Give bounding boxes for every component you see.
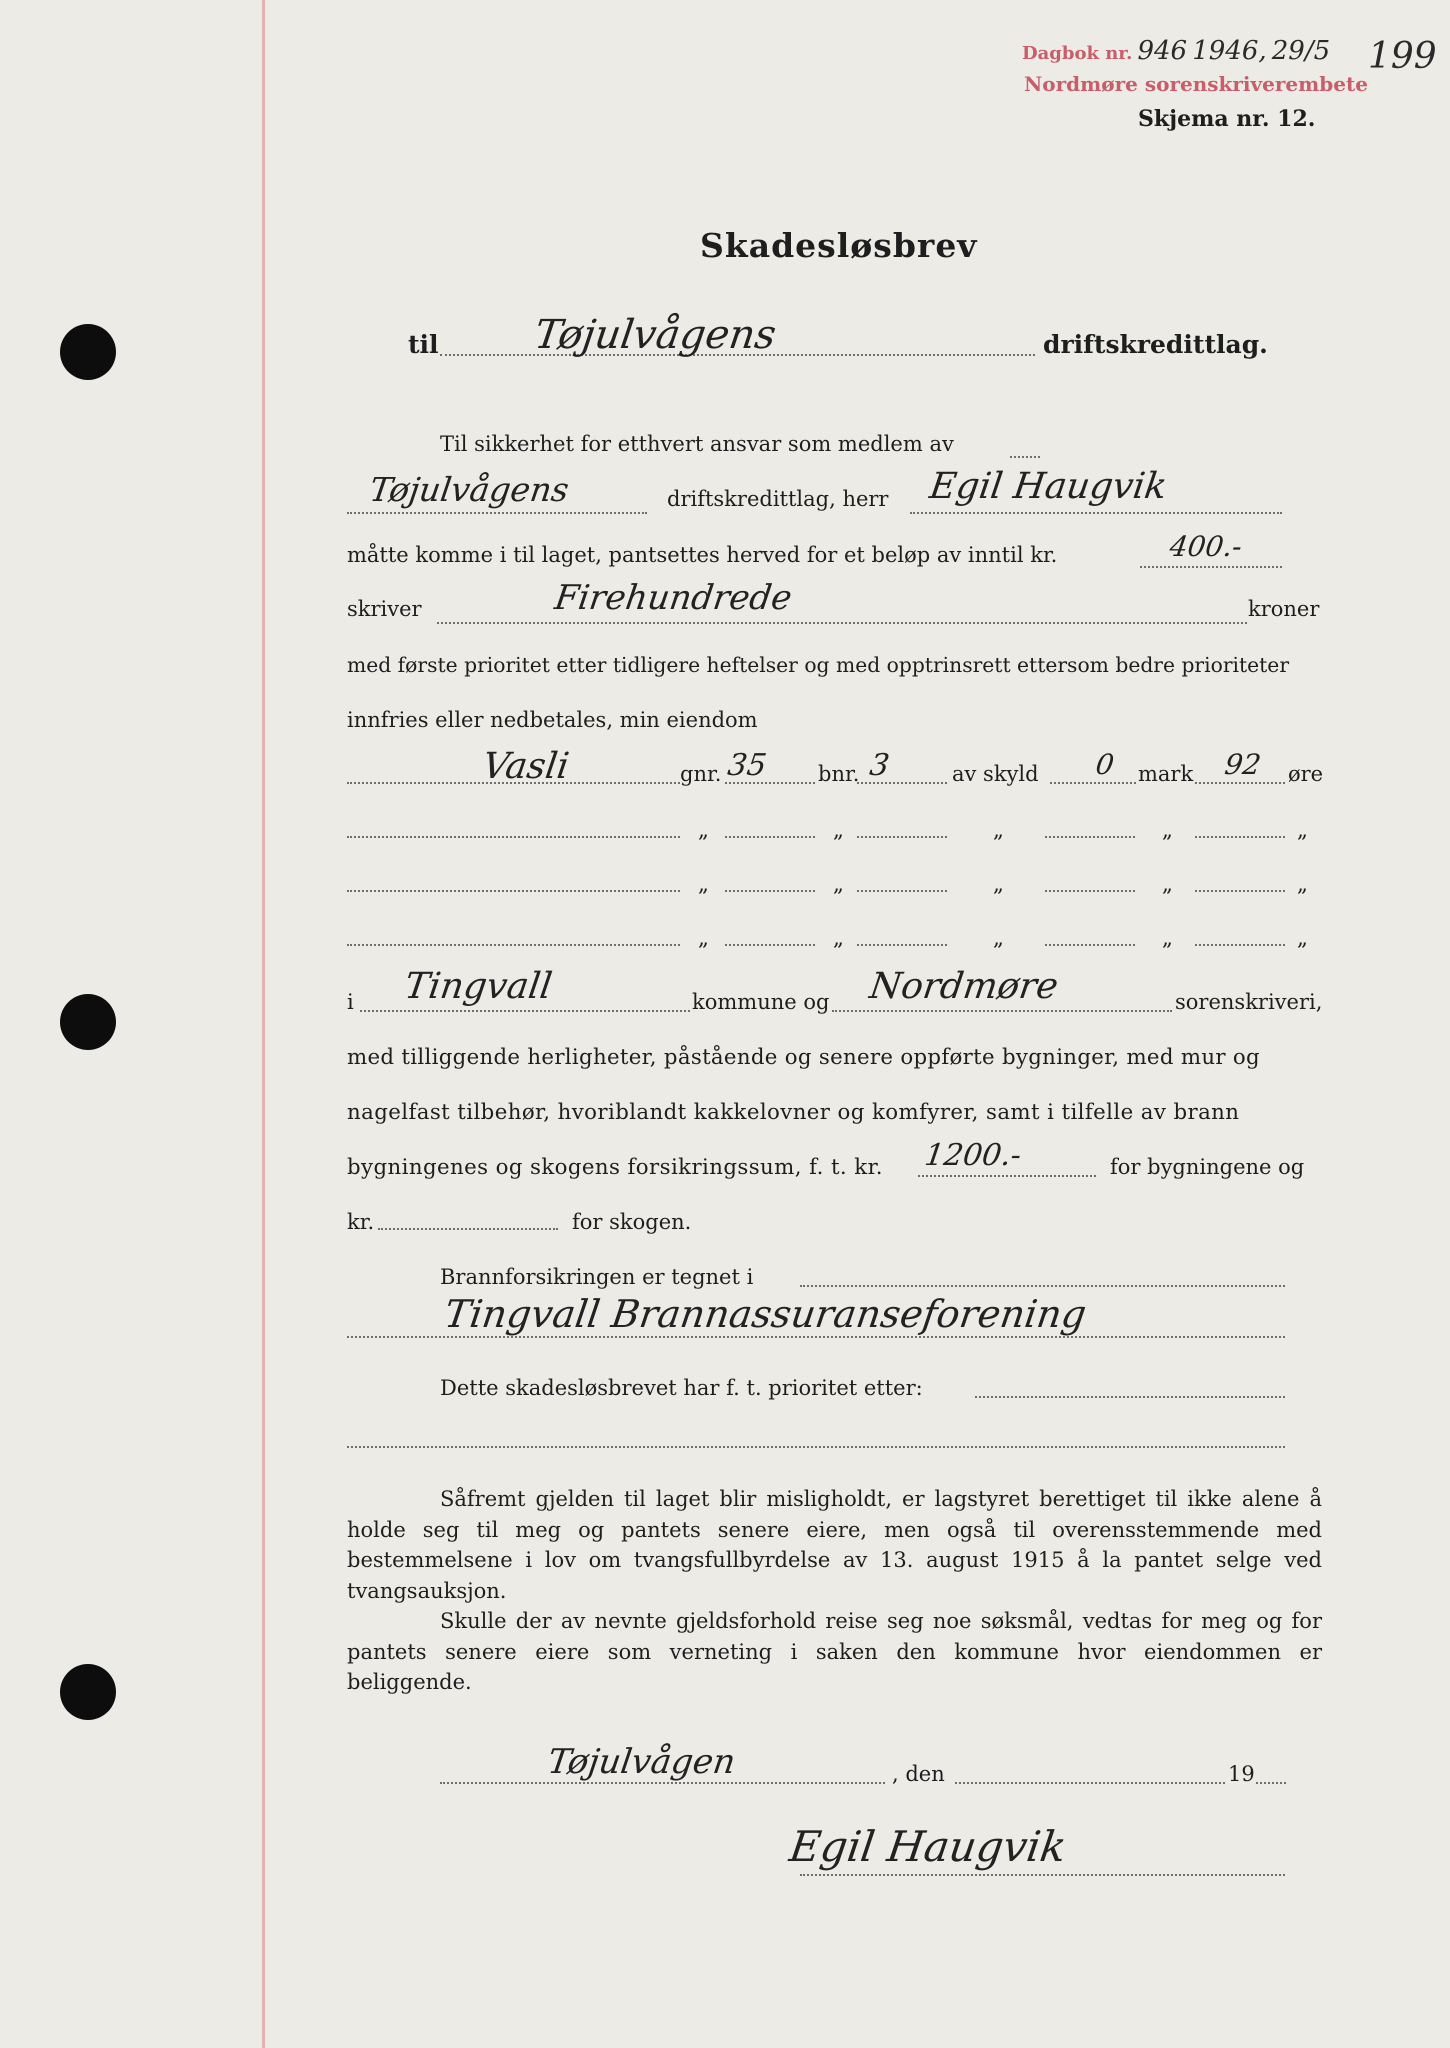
stamp-office: Nordmøre sorenskriverembete bbox=[1024, 72, 1368, 96]
ditto-line bbox=[347, 890, 680, 892]
driftskredittlag-herr: driftskredittlag, herr bbox=[667, 487, 889, 511]
stamp-date: 29/5 bbox=[1271, 36, 1331, 66]
paragraph-misligholdt: Såfremt gjelden til laget blir misligholdt, er lagstyret berettiget til ikke alene å holde seg til meg og pantets senere eiere, men også til overensstemmende med bestemmelsene i lov om tvangsfullbyrdelse av 13. august 1915 å la pantet selge ved tvangsauksjon. bbox=[347, 1487, 1322, 1603]
sorenskriveri-line bbox=[832, 1010, 1172, 1012]
i-label: i bbox=[347, 990, 354, 1014]
intro-text: Til sikkerhet for etthvert ansvar som medlem av bbox=[440, 432, 954, 456]
ditto-line bbox=[1195, 836, 1285, 838]
date-line bbox=[955, 1782, 1225, 1784]
place-handwritten: Tøjulvågen bbox=[545, 1742, 738, 1782]
brann-label: Brannforsikringen er tegnet i bbox=[440, 1265, 754, 1289]
skog-amount-line bbox=[378, 1228, 558, 1230]
year-line bbox=[1256, 1782, 1286, 1784]
registration-stamp bbox=[1022, 36, 1330, 66]
ditto-line bbox=[857, 890, 947, 892]
page-number: 199 bbox=[1368, 36, 1437, 77]
member-name-handwritten: Egil Haugvik bbox=[927, 466, 1170, 507]
ditto-mark: „ bbox=[833, 818, 844, 842]
gnr-label: gnr. bbox=[680, 762, 722, 786]
gnr-handwritten: 35 bbox=[725, 748, 769, 783]
kommune-handwritten: Tingvall bbox=[402, 966, 555, 1007]
kr-label: kr. bbox=[347, 1210, 375, 1234]
place-line bbox=[440, 1782, 885, 1784]
ditto-line bbox=[857, 836, 947, 838]
intro-line bbox=[1010, 456, 1040, 458]
ditto-line bbox=[1195, 890, 1285, 892]
lag-name-2-line bbox=[347, 512, 647, 514]
driftskredittlag-label: driftskredittlag. bbox=[1043, 330, 1268, 359]
skyld-label: av skyld bbox=[952, 762, 1039, 786]
year-prefix: 19 bbox=[1228, 1762, 1255, 1786]
member-name-line bbox=[910, 512, 1282, 514]
ditto-line bbox=[857, 944, 947, 946]
prioritet-line-1 bbox=[975, 1396, 1285, 1398]
innfries-line: innfries eller nedbetales, min eiendom bbox=[347, 708, 758, 732]
punch-hole-middle bbox=[60, 994, 116, 1050]
amount-line bbox=[1140, 566, 1282, 568]
ore-handwritten: 92 bbox=[1222, 748, 1263, 781]
insurance-amount-line bbox=[918, 1175, 1096, 1177]
ditto-mark: „ bbox=[1162, 872, 1173, 896]
mark-line bbox=[1050, 782, 1136, 784]
ditto-mark: „ bbox=[1162, 926, 1173, 950]
ditto-line bbox=[347, 836, 680, 838]
ore-line bbox=[1195, 782, 1285, 784]
stamp-dagbok-label: Dagbok nr. bbox=[1022, 43, 1133, 64]
kroner-label: kroner bbox=[1248, 597, 1320, 621]
kommune-line bbox=[360, 1010, 690, 1012]
form-number: Skjema nr. 12. bbox=[1138, 106, 1316, 132]
til-label: til bbox=[408, 330, 439, 359]
amount-words-handwritten: Firehundrede bbox=[552, 578, 795, 618]
forsikring-text: bygningenes og skogens forsikringssum, f. t. kr. bbox=[347, 1155, 883, 1180]
den-label: , den bbox=[892, 1762, 945, 1786]
punch-hole-top bbox=[60, 324, 116, 380]
amount-handwritten: 400.- bbox=[1167, 530, 1245, 563]
ditto-line bbox=[1045, 890, 1135, 892]
ditto-mark: „ bbox=[833, 926, 844, 950]
ditto-mark: „ bbox=[993, 872, 1004, 896]
signature-line bbox=[800, 1874, 1285, 1876]
ditto-line bbox=[725, 836, 815, 838]
sorenskriveri-handwritten: Nordmøre bbox=[867, 966, 1061, 1007]
priority-line: med første prioritet etter tidligere heftelser og med opptrinsrett ettersom bedre prioriteter bbox=[347, 653, 1290, 677]
ditto-mark: „ bbox=[993, 926, 1004, 950]
ore-label: øre bbox=[1288, 762, 1324, 786]
ditto-line bbox=[1045, 944, 1135, 946]
ditto-mark: „ bbox=[1297, 926, 1308, 950]
for-bygningene: for bygningene og bbox=[1110, 1155, 1305, 1179]
bnr-handwritten: 3 bbox=[867, 748, 892, 783]
ditto-line bbox=[1045, 836, 1135, 838]
lag-name-handwritten: Tøjulvågens bbox=[531, 312, 779, 358]
property-name-handwritten: Vasli bbox=[480, 746, 572, 787]
stamp-year: 1946, bbox=[1192, 36, 1267, 66]
matte-komme-text: måtte komme i til laget, pantsettes herved for et beløp av inntil kr. bbox=[347, 543, 1058, 567]
margin-line bbox=[262, 0, 265, 2048]
ditto-mark: „ bbox=[698, 818, 709, 842]
paragraph-soksmal: Skulle der av nevnte gjeldsforhold reise seg noe søksmål, vedtas for meg og for pantets senere eiere som verneting i saken den kommune hvor eiendommen er beliggende. bbox=[347, 1609, 1322, 1694]
insurance-amount-handwritten: 1200.- bbox=[922, 1138, 1024, 1173]
brann-line-1 bbox=[800, 1285, 1285, 1287]
skriver-label: skriver bbox=[347, 597, 422, 621]
ditto-line bbox=[725, 890, 815, 892]
prioritet-line-2 bbox=[347, 1446, 1285, 1448]
ditto-mark: „ bbox=[1297, 872, 1308, 896]
ditto-mark: „ bbox=[698, 872, 709, 896]
brann-company-handwritten: Tingvall Brannassuranseforening bbox=[441, 1292, 1090, 1336]
ditto-mark: „ bbox=[698, 926, 709, 950]
document-title: Skadesløsbrev bbox=[700, 226, 978, 265]
kommune-og-label: kommune og bbox=[692, 990, 830, 1014]
ditto-line bbox=[1195, 944, 1285, 946]
tilliggende-line: med tilliggende herligheter, påstående og senere oppførte bygninger, med mur og bbox=[347, 1045, 1260, 1070]
for-skogen: for skogen. bbox=[572, 1210, 692, 1234]
ditto-mark: „ bbox=[833, 872, 844, 896]
sorenskriveri-label: sorenskriveri, bbox=[1175, 990, 1323, 1014]
stamp-dagbok-number: 946 bbox=[1137, 36, 1188, 66]
signature-handwritten: Egil Haugvik bbox=[786, 1822, 1070, 1871]
mark-handwritten: 0 bbox=[1093, 748, 1117, 781]
amount-words-line bbox=[437, 622, 1247, 624]
ditto-mark: „ bbox=[1297, 818, 1308, 842]
punch-hole-bottom bbox=[60, 1664, 116, 1720]
ditto-line bbox=[347, 944, 680, 946]
prioritet-label: Dette skadesløsbrevet har f. t. prioritet etter: bbox=[440, 1376, 923, 1400]
ditto-mark: „ bbox=[1162, 818, 1173, 842]
lag-name-2-handwritten: Tøjulvågens bbox=[367, 470, 572, 509]
bnr-label: bnr. bbox=[818, 762, 860, 786]
ditto-line bbox=[725, 944, 815, 946]
ditto-mark: „ bbox=[993, 818, 1004, 842]
brann-line-2 bbox=[347, 1336, 1285, 1338]
mark-label: mark bbox=[1138, 762, 1194, 786]
nagelfast-line: nagelfast tilbehør, hvoriblandt kakkelovner og komfyrer, samt i tilfelle av brann bbox=[347, 1100, 1240, 1125]
